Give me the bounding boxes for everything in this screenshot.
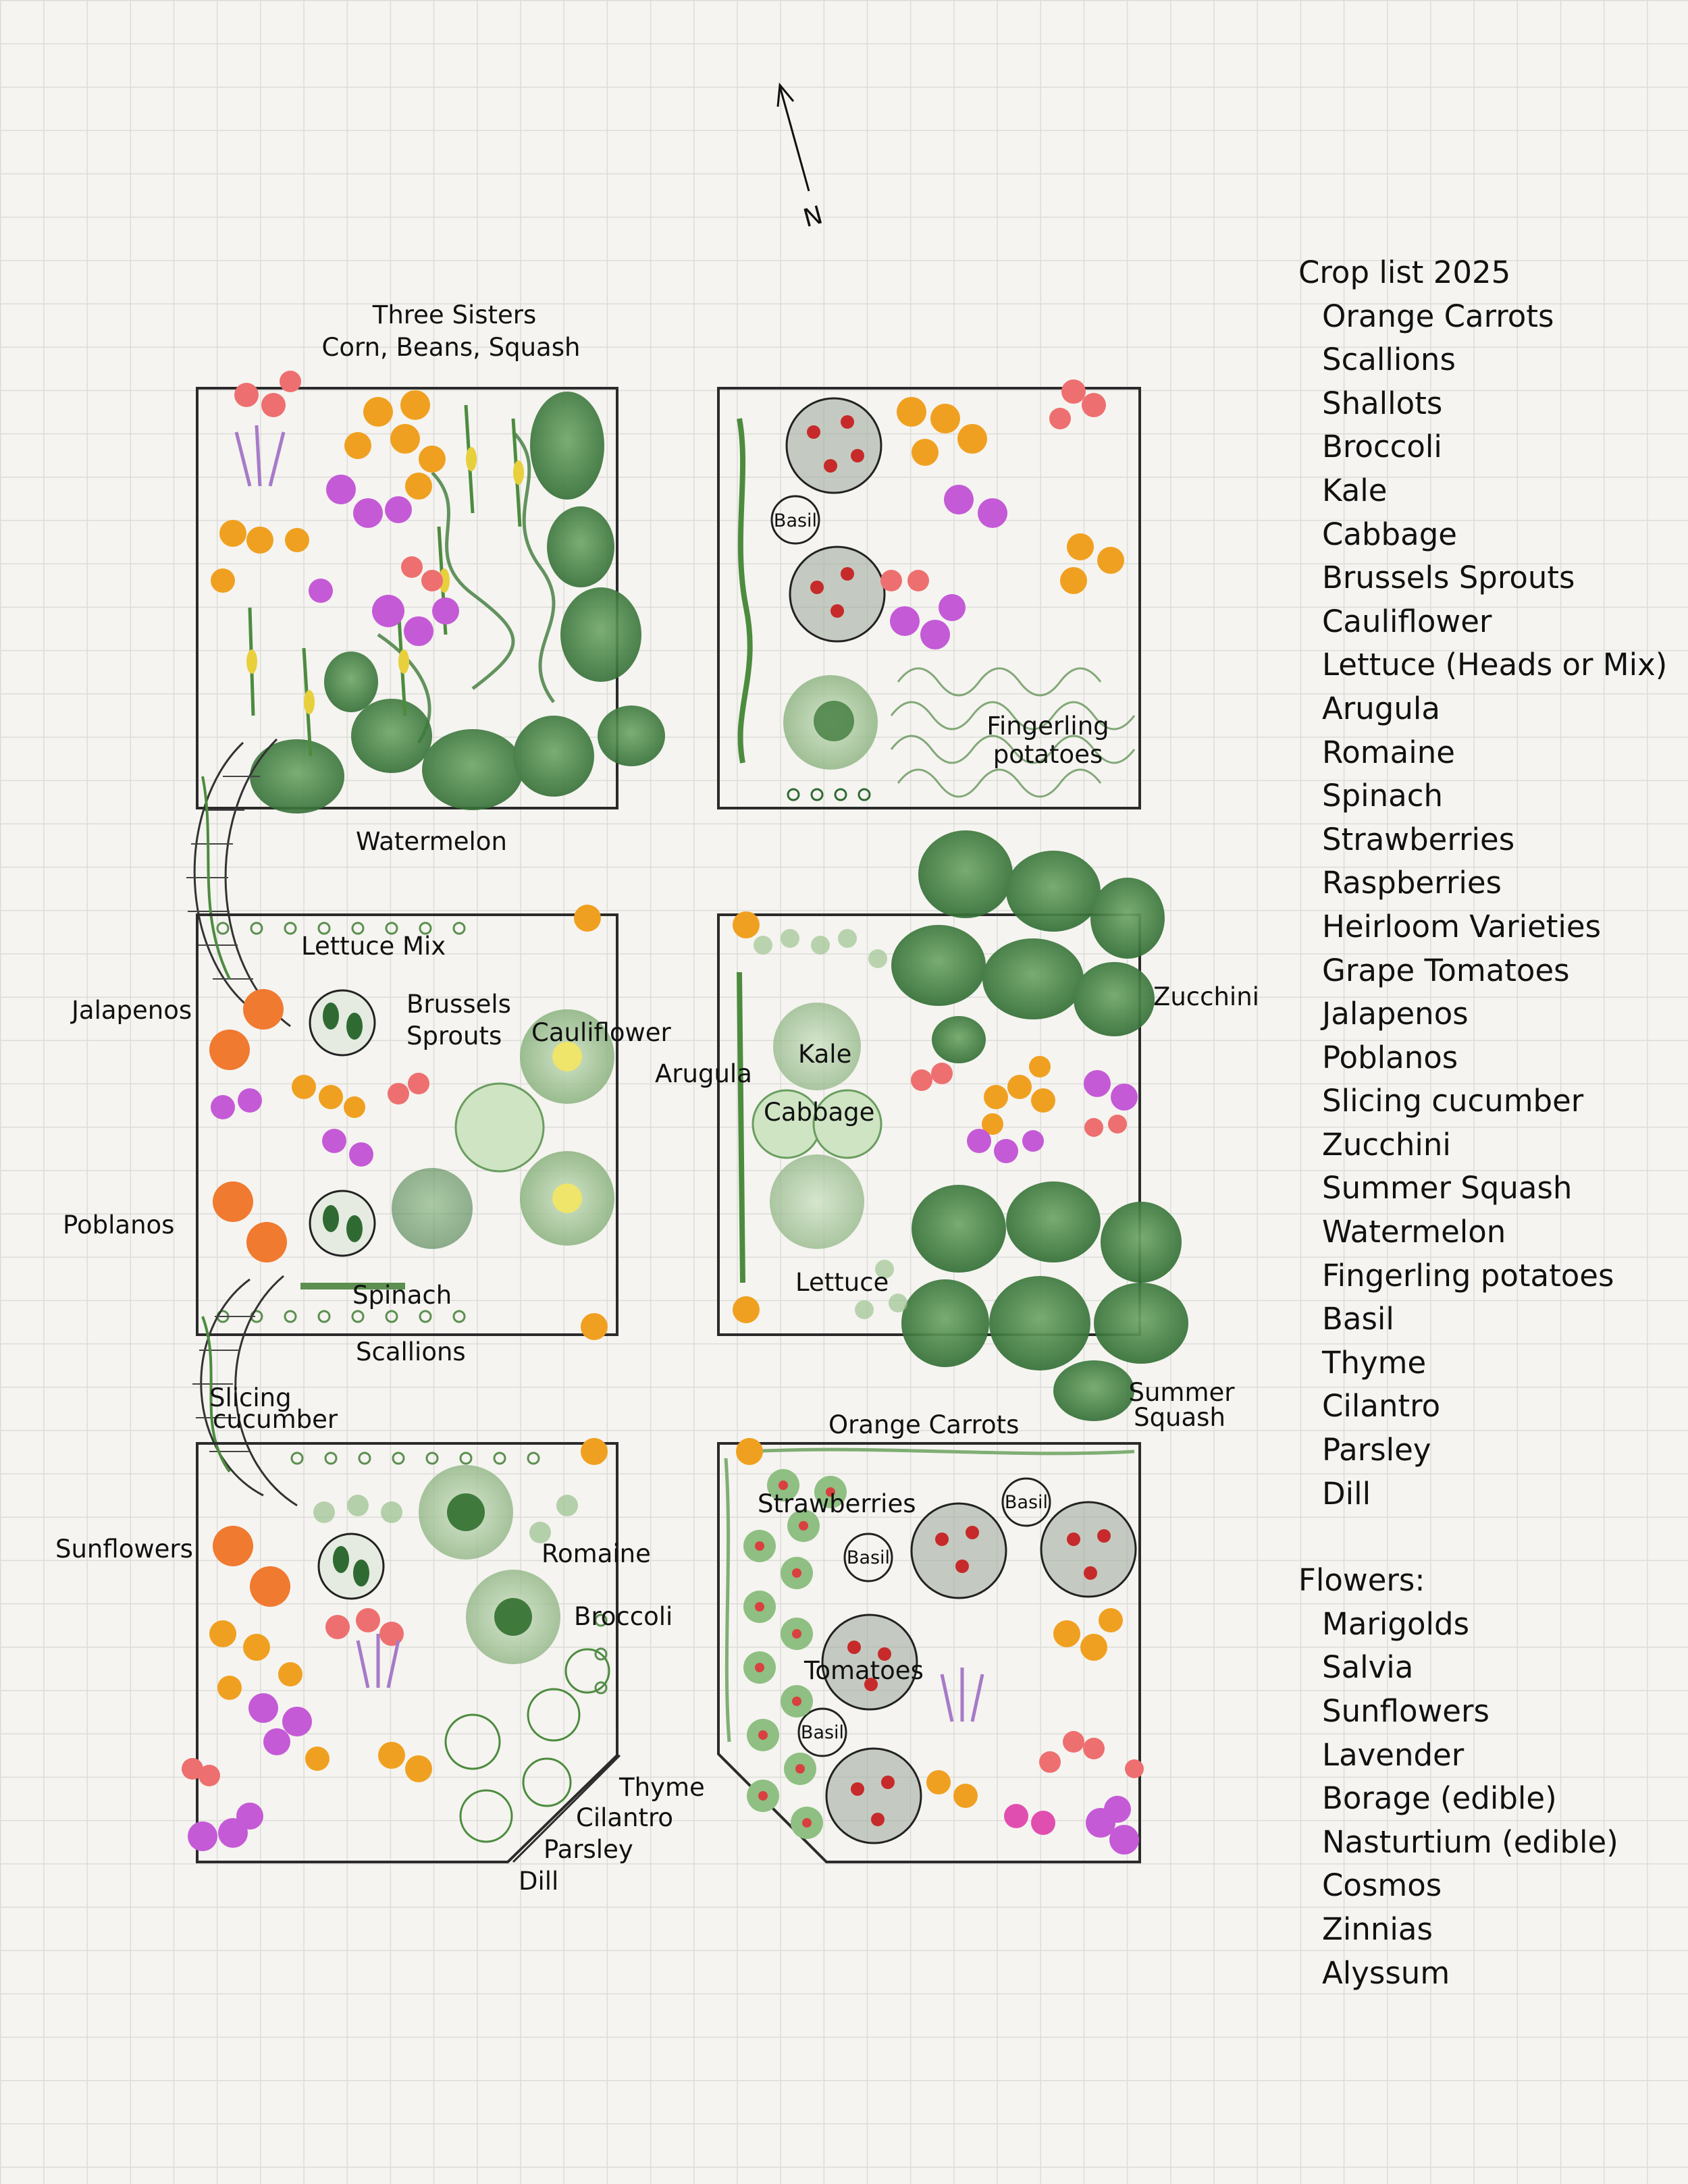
crop-list-item: Poblanos bbox=[1322, 1039, 1458, 1075]
crop-list-item: Watermelon bbox=[1322, 1214, 1506, 1250]
crop-list-item: Kale bbox=[1322, 472, 1388, 508]
arugula-label: Arugula bbox=[655, 1059, 752, 1088]
bed-herbs bbox=[182, 1438, 620, 1862]
bed-three-sisters bbox=[197, 371, 665, 814]
potatoes-label: potatoes bbox=[993, 740, 1103, 769]
crop-list-item: Scallions bbox=[1322, 342, 1456, 378]
crop-list-item: Spinach bbox=[1322, 778, 1443, 814]
basil-label-3: Basil bbox=[800, 1722, 845, 1743]
flower-list-items bbox=[1298, 1603, 1677, 1995]
spinach-label: Spinach bbox=[352, 1281, 452, 1310]
dill-label: Dill bbox=[519, 1867, 559, 1896]
three-sisters-title: Three Sisters bbox=[372, 300, 537, 329]
cabbage-label: Cabbage bbox=[764, 1098, 875, 1127]
crop-list-item: Parsley bbox=[1322, 1432, 1431, 1468]
broccoli-label: Broccoli bbox=[574, 1602, 673, 1631]
lettuce-mix-label: Lettuce Mix bbox=[301, 932, 446, 961]
jalapenos-label: Jalapenos bbox=[72, 996, 192, 1025]
crop-list-item: Slicing cucumber bbox=[1322, 1083, 1584, 1119]
crop-list-item: Shallots bbox=[1322, 385, 1443, 421]
crop-list bbox=[1298, 251, 1677, 1995]
crop-list-item: Brussels Sprouts bbox=[1322, 560, 1575, 596]
flower-list-item: Zinnias bbox=[1322, 1911, 1433, 1947]
sunflowers-label: Sunflowers bbox=[55, 1535, 193, 1564]
crop-list-item: Lettuce (Heads or Mix) bbox=[1322, 647, 1668, 683]
three-sisters-subtitle: Corn, Beans, Squash bbox=[321, 333, 581, 362]
broccoli-icon bbox=[419, 1465, 560, 1664]
crop-list-item: Raspberries bbox=[1322, 865, 1502, 901]
flower-list-item: Borage (edible) bbox=[1322, 1780, 1557, 1817]
cosmos-icon bbox=[309, 475, 459, 646]
north-arrow-icon bbox=[778, 85, 809, 191]
scallions-label: Scallions bbox=[356, 1337, 466, 1366]
crop-list-item: Jalapenos bbox=[1322, 996, 1469, 1032]
crop-list-item: Thyme bbox=[1322, 1344, 1427, 1381]
crop-list-item: Fingerling potatoes bbox=[1322, 1257, 1614, 1294]
zucchini-label: Zucchini bbox=[1153, 982, 1259, 1011]
crop-list-item: Dill bbox=[1322, 1475, 1371, 1512]
crop-list-item: Zucchini bbox=[1322, 1126, 1451, 1163]
crop-list-item: Orange Carrots bbox=[1322, 298, 1554, 334]
crop-list-item: Romaine bbox=[1322, 734, 1455, 770]
crop-list-item: Basil bbox=[1322, 1301, 1394, 1337]
squash-label: Squash bbox=[1134, 1403, 1225, 1432]
orange-carrots-label: Orange Carrots bbox=[828, 1410, 1020, 1439]
summer-label: Summer bbox=[1128, 1378, 1235, 1407]
cucumber-label: cucumber bbox=[213, 1405, 338, 1434]
crop-list-item: Strawberries bbox=[1322, 821, 1515, 857]
strawberries-label: Strawberries bbox=[758, 1489, 916, 1518]
lettuce-label: Lettuce bbox=[795, 1268, 889, 1297]
parsley-label: Parsley bbox=[544, 1835, 633, 1864]
zucchini-leaf-icon bbox=[891, 830, 1165, 1063]
crop-list-item: Arugula bbox=[1322, 690, 1440, 726]
flowers-heading: Flowers: bbox=[1298, 1562, 1425, 1599]
north-label: N bbox=[800, 200, 826, 234]
sprouts-label: Sprouts bbox=[406, 1021, 502, 1050]
flower-list-item: Nasturtium (edible) bbox=[1322, 1823, 1618, 1860]
slicing-label: Slicing bbox=[209, 1383, 292, 1412]
flower-list-item: Sunflowers bbox=[1322, 1693, 1489, 1729]
romaine-label: Romaine bbox=[542, 1539, 651, 1568]
basil-label-2: Basil bbox=[846, 1547, 891, 1568]
crop-list-heading: Crop list 2025 bbox=[1298, 255, 1511, 290]
crop-list-item: Grape Tomatoes bbox=[1322, 952, 1570, 988]
brussels-label: Brussels bbox=[406, 990, 511, 1019]
bed-brassica bbox=[197, 905, 617, 1340]
cilantro-label: Cilantro bbox=[576, 1803, 674, 1832]
fingerling-label: Fingerling bbox=[986, 712, 1109, 741]
cauliflower-label: Cauliflower bbox=[531, 1018, 671, 1047]
crop-list-item: Summer Squash bbox=[1322, 1170, 1573, 1206]
crop-list-items bbox=[1298, 295, 1677, 1516]
tomatoes-label: Tomatoes bbox=[804, 1656, 924, 1685]
lavender-icon bbox=[236, 425, 284, 486]
pepper-plant-icon bbox=[310, 990, 375, 1256]
crop-list-item: Cauliflower bbox=[1322, 603, 1492, 639]
kale-label: Kale bbox=[798, 1040, 852, 1069]
squash-leaf-icon bbox=[250, 392, 665, 814]
basil-label-1: Basil bbox=[1004, 1492, 1049, 1513]
watermelon-label: Watermelon bbox=[356, 827, 507, 856]
flower-list-item: Lavender bbox=[1322, 1736, 1465, 1773]
thyme-label: Thyme bbox=[619, 1773, 705, 1802]
flower-list-item: Salvia bbox=[1322, 1649, 1414, 1686]
flower-list-item: Marigolds bbox=[1322, 1605, 1470, 1642]
crop-list-item: Cabbage bbox=[1322, 516, 1457, 552]
crop-list-item: Cilantro bbox=[1322, 1388, 1441, 1424]
poblanos-label: Poblanos bbox=[63, 1210, 175, 1240]
flower-list-item: Alyssum bbox=[1322, 1954, 1450, 1991]
basil-label-top: Basil bbox=[773, 510, 818, 531]
flower-list-item: Cosmos bbox=[1322, 1867, 1442, 1904]
crop-list-item: Heirloom Varieties bbox=[1322, 908, 1602, 944]
crop-list-item: Broccoli bbox=[1322, 429, 1442, 465]
